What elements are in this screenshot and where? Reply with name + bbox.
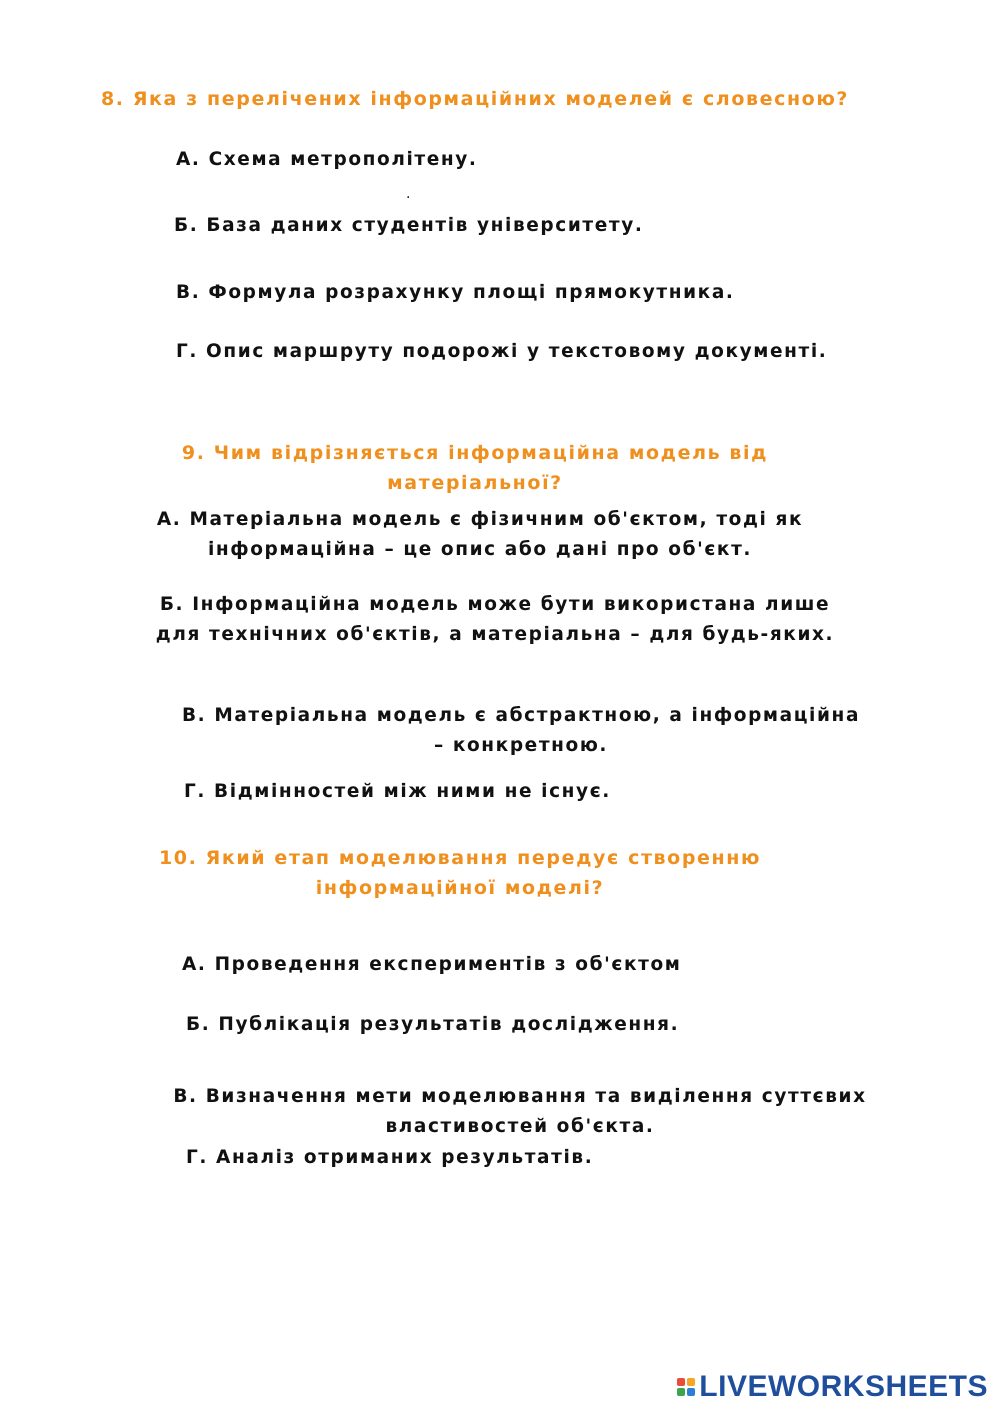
liveworksheets-logo xyxy=(677,1370,988,1404)
question-9-option-b[interactable]: Б. Інформаційна модель може бути використана лише для технічних об'єктів, а матеріальна – для будь-яких. xyxy=(155,594,835,645)
question-8-option-c[interactable]: В. Формула розрахунку площі прямокутника. xyxy=(176,282,735,303)
question-8-title: 8. Яка з перелічених інформаційних моделей є словесною? xyxy=(100,88,850,110)
liveworksheets-wordmark: LIVEWORKSHEETS xyxy=(699,1370,988,1403)
question-9-option-d[interactable]: Г. Відмінностей між ними не існує. xyxy=(184,781,611,802)
question-8-option-a[interactable]: А. Схема метрополітену. xyxy=(176,149,478,170)
question-10-option-d[interactable]: Г. Аналіз отриманих результатів. xyxy=(186,1147,594,1168)
stray-dot: . xyxy=(406,186,411,202)
question-9-option-c[interactable]: В. Матеріальна модель є абстрактною, а інформаційна – конкретною. xyxy=(181,705,861,756)
question-8-option-d[interactable]: Г. Опис маршруту подорожі у текстовому документі. xyxy=(176,341,828,362)
question-9-title: 9. Чим відрізняється інформаційна модель від матеріальної? xyxy=(181,442,769,494)
question-8-option-b[interactable]: Б. База даних студентів університету. xyxy=(174,215,644,236)
question-10-option-a[interactable]: А. Проведення експериментів з об'єктом xyxy=(182,954,682,975)
liveworksheets-mark-icon xyxy=(677,1378,695,1396)
question-10-option-c[interactable]: В. Визначення мети моделювання та виділення суттєвих властивостей об'єкта. xyxy=(173,1086,867,1137)
question-9-option-a[interactable]: А. Матеріальна модель є фізичним об'єктом, тоді як інформаційна – це опис або дані про об'єкт. xyxy=(156,509,804,560)
question-10-title: 10. Який етап моделювання передує створенню інформаційної моделі? xyxy=(158,847,762,899)
question-10-option-b[interactable]: Б. Публікація результатів дослідження. xyxy=(186,1014,680,1035)
